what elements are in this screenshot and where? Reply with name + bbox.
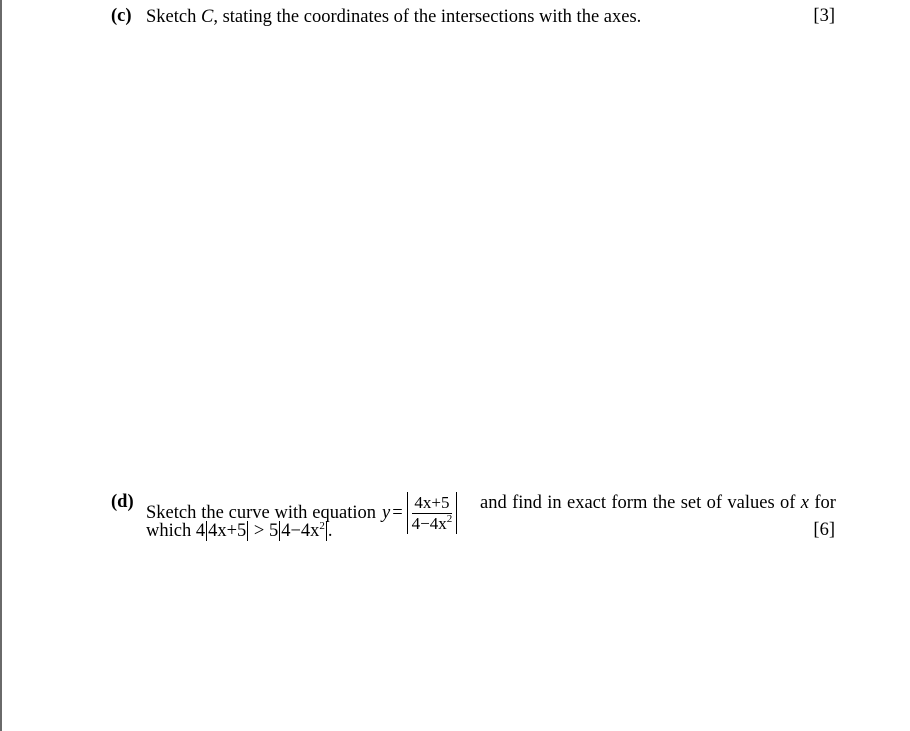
word: values [727,493,775,513]
word: find [512,493,542,513]
fraction-numerator: 4x+5 [414,492,450,512]
equation-lhs: y [382,503,391,523]
inequality-prefix: which 4 [146,521,206,541]
variable-x: x [800,493,810,513]
fraction-denominator [412,514,453,533]
abs-bar [247,521,248,541]
word: exact [567,493,607,513]
word: form [611,493,648,513]
abs-bar-right [456,492,457,534]
equation-fraction [410,494,455,533]
question-c-suffix: , stating the coordinates of the intersections with the axes. [213,7,642,27]
abs-bar [326,521,327,541]
inequality-operator: > 5 [249,521,279,541]
word: curve [228,503,270,523]
abs-bar [206,521,207,541]
word: the [652,493,676,513]
equation-equals: = [392,503,403,523]
question-d-line-1-continued [480,492,836,514]
question-d-label: (d) [111,492,134,512]
word: for [814,493,836,513]
question-c-prefix: Sketch [146,7,201,27]
word: equation [312,503,376,523]
denominator-exponent: 2 [446,512,453,525]
inequality-right-inner [281,520,325,542]
word: of [706,493,723,513]
word: of [780,493,796,513]
word: and [480,493,507,513]
inequality-end: . [327,521,333,541]
inequality-right-exponent: 2 [319,520,325,532]
word: with [274,503,308,523]
abs-bar [279,521,280,541]
word: Sketch [146,503,197,523]
inequality-left-inner: 4x+5 [208,521,247,541]
question-c-text [146,6,641,28]
question-d-line-2 [146,520,333,542]
question-d-marks: [6] [813,520,835,540]
question-c-curve-name: C [200,7,214,27]
question-c-label: (c) [111,6,132,26]
word: in [547,493,562,513]
equation [382,492,459,534]
question-c-marks: [3] [813,6,835,26]
denominator-base: 4−4x [411,513,447,533]
page-left-border [0,0,2,731]
abs-bar-left [407,492,408,534]
inequality-right-base: 4−4x [281,521,320,541]
word: the [201,503,224,523]
word: set [680,493,702,513]
